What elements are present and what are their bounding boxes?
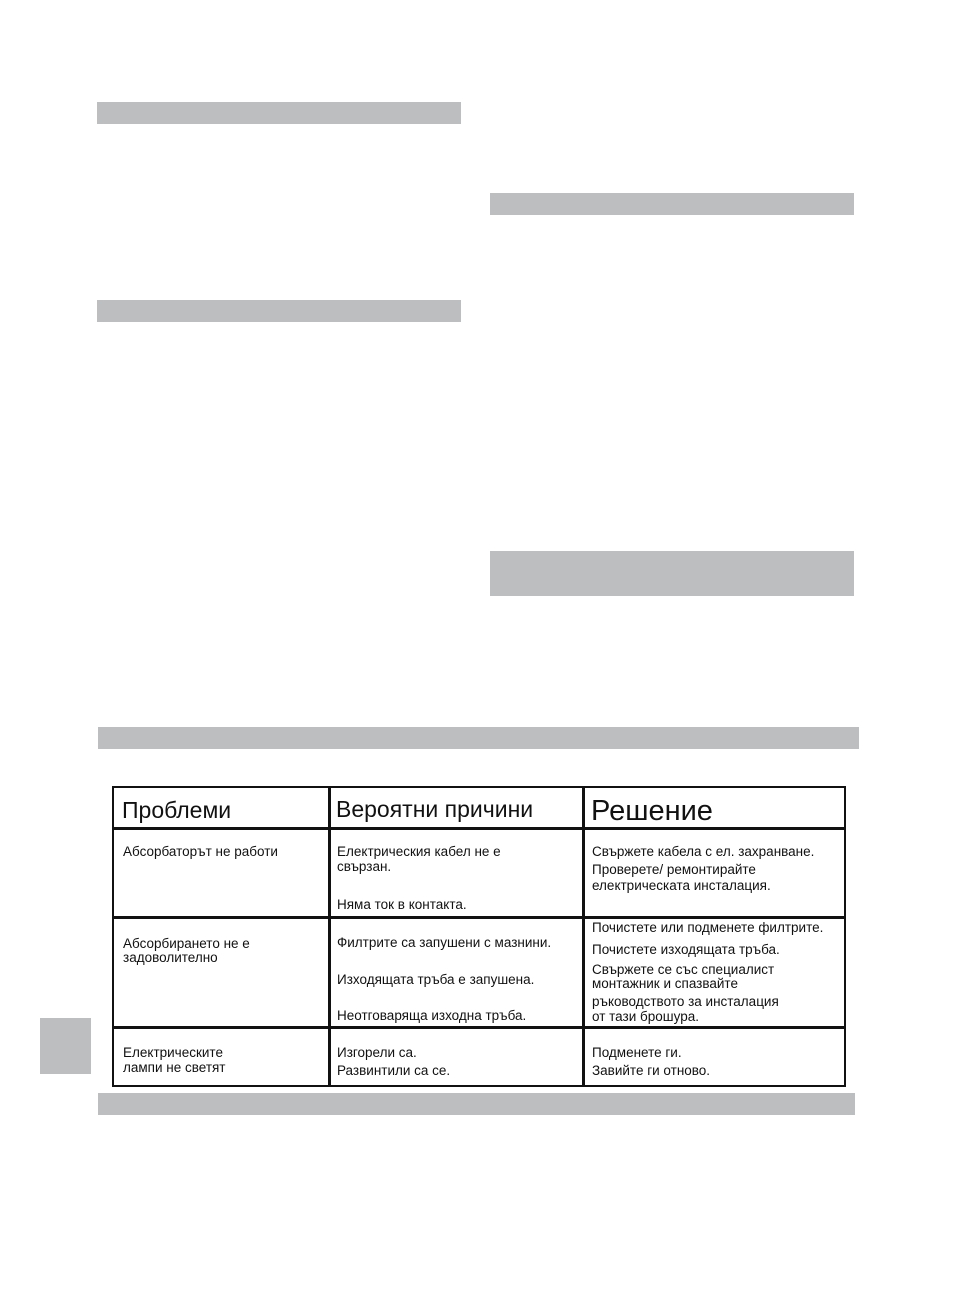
solution-text: електрическата инсталация. [592, 878, 771, 893]
solution-text: Завийте ги отново. [592, 1063, 711, 1078]
section-header-bar [97, 102, 461, 124]
page-side-tab [40, 1018, 91, 1074]
solution-text: Свържете се със специалист [592, 962, 775, 977]
solution-text: Почистете или подменете филтрите. [592, 920, 824, 935]
problem-text: Абсорбаторът не работи [123, 844, 278, 859]
section-header-bar [97, 300, 461, 322]
solution-text: Подменете ги. [592, 1045, 682, 1060]
cause-text: Няма ток в контакта. [337, 897, 467, 912]
problem-text: задоволително [123, 950, 218, 965]
solution-text: монтажник и спазвайте [592, 976, 738, 991]
header-problems: Проблеми [122, 797, 232, 823]
row-divider [114, 827, 844, 830]
section-header-bar [490, 551, 854, 596]
solution-text: Проверете/ ремонтирайте [592, 862, 756, 877]
cause-text: Електрическия кабел не е [337, 844, 501, 859]
cause-text: Изгорели са. [337, 1045, 417, 1060]
solution-text: Свържете кабела с ел. захранване. [592, 844, 815, 859]
column-divider [582, 788, 585, 1085]
troubleshooting-table [112, 786, 846, 1087]
solution-text: Почистете изходящата тръба. [592, 942, 780, 957]
solution-text: от тази брошура. [592, 1009, 699, 1024]
section-header-bar [98, 727, 859, 749]
cause-text: Развинтили са се. [337, 1063, 451, 1078]
row-divider [114, 916, 844, 919]
problem-text: лампи не светят [123, 1060, 226, 1075]
cause-text: Изходящата тръба е запушена. [337, 972, 535, 987]
cause-text: свързан. [337, 859, 392, 874]
column-divider [328, 788, 331, 1085]
solution-text: ръководството за инсталация [592, 994, 779, 1009]
cause-text: Филтрите са запушени с мазнини. [337, 935, 552, 950]
section-header-bar [490, 193, 854, 215]
row-divider [114, 1026, 844, 1029]
section-footer-bar [98, 1093, 855, 1115]
cause-text: Неотговаряща изходна тръба. [337, 1008, 527, 1023]
problem-text: Абсорбирането не е [123, 936, 250, 951]
problem-text: Електрическите [123, 1045, 223, 1060]
header-causes: Вероятни причини [336, 796, 534, 822]
header-solution: Решение [591, 795, 713, 827]
